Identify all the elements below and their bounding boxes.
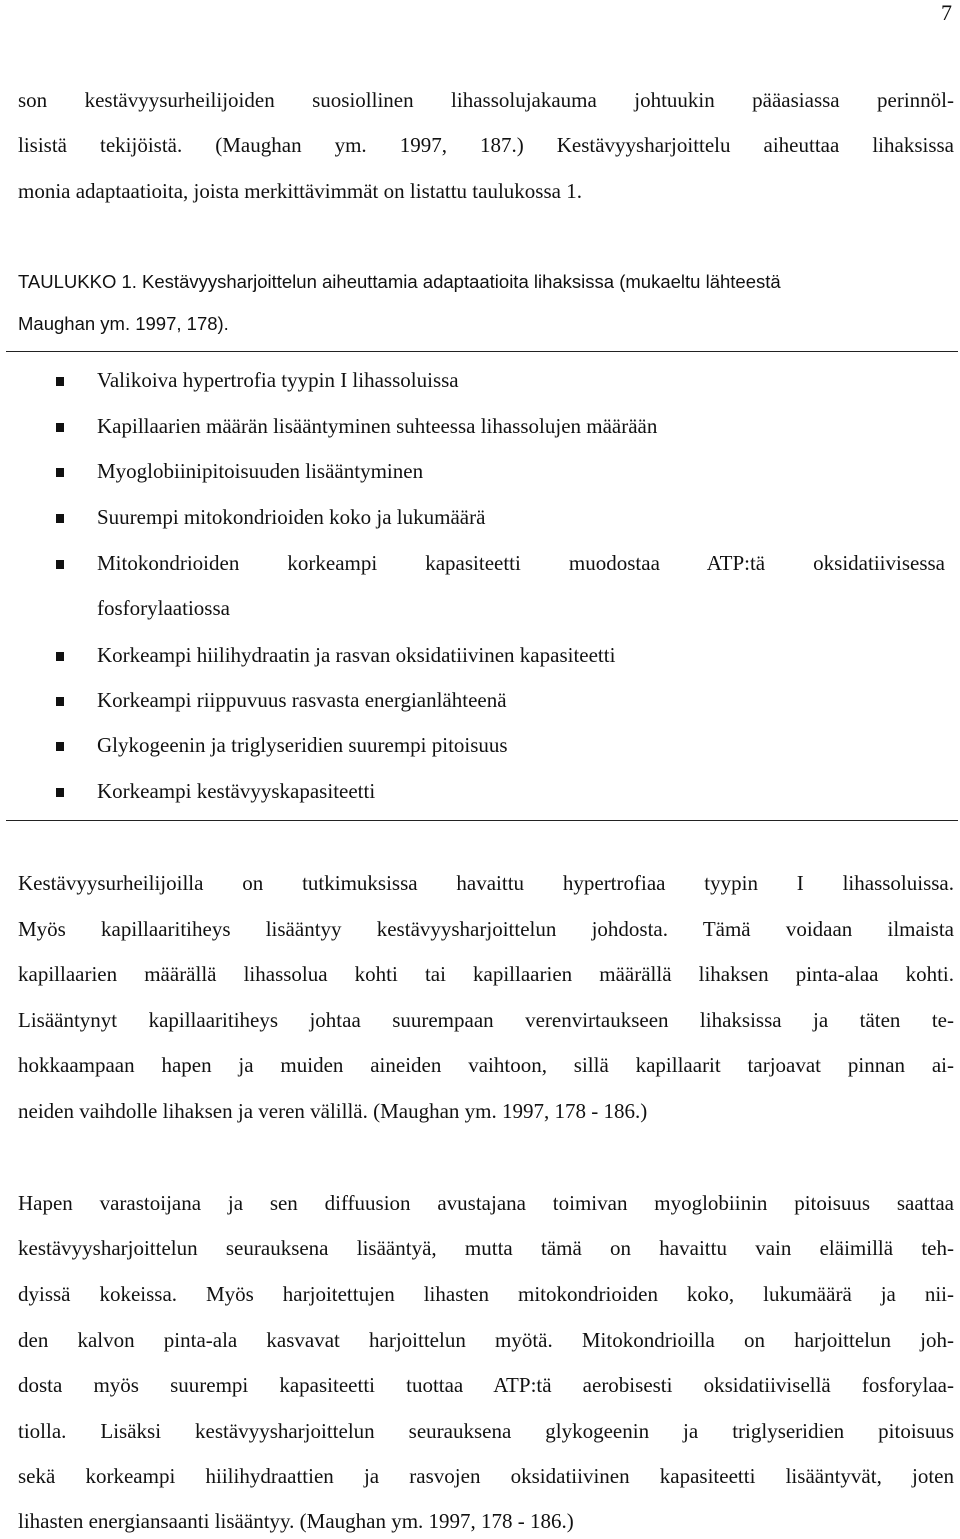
text-line: kestävyysharjoittelun seurauksena lisääntyä, mutta tämä on havaittu vain eläimillä teh- (18, 1236, 954, 1260)
text-line: lisistä tekijöistä. (Maughan ym. 1997, 187.) Kestävyysharjoittelu aiheuttaa lihaksissa (18, 133, 954, 157)
list-item-text: Mitokondrioiden korkeampi kapasiteetti muodostaa ATP:tä oksidatiivisessa (97, 551, 945, 575)
text-line: tiolla. Lisäksi kestävyysharjoittelun seurauksena glykogeenin ja triglyseridien pitoisuus (18, 1419, 954, 1443)
text-line: hokkaampaan hapen ja muiden aineiden vaihtoon, sillä kapillaarit tarjoavat pinnan ai- (18, 1053, 954, 1077)
text-line: lihasten energiansaanti lisääntyy. (Maughan ym. 1997, 178 - 186.) (18, 1509, 574, 1533)
list-item-text: Glykogeenin ja triglyseridien suurempi pitoisuus (97, 733, 508, 757)
text-line: Hapen varastoijana ja sen diffuusion avustajana toimivan myoglobiinin pitoisuus saattaa (18, 1191, 954, 1215)
text-line: neiden vaihdolle lihaksen ja veren välillä. (Maughan ym. 1997, 178 - 186.) (18, 1099, 648, 1123)
list-item (0, 502, 960, 532)
page-number: 7 (941, 0, 952, 25)
square-bullet-icon (56, 514, 64, 523)
text-line: Kestävyysurheilijoilla on tutkimuksissa havaittu hypertrofiaa tyypin I lihassoluissa. (18, 871, 954, 895)
list-item (0, 456, 960, 486)
square-bullet-icon (56, 377, 64, 386)
text-line: dyissä kokeissa. Myös harjoitettujen lihasten mitokondrioiden koko, lukumäärä ja nii- (18, 1282, 954, 1306)
caption-line: Maughan ym. 1997, 178). (18, 313, 229, 334)
list-item-continuation: fosforylaatiossa (97, 596, 230, 620)
list-item-text: Korkeampi kestävyyskapasiteetti (97, 779, 376, 803)
list-item-text: Korkeampi hiilihydraatin ja rasvan oksidatiivinen kapasiteetti (97, 643, 616, 667)
square-bullet-icon (56, 423, 64, 432)
list-item (0, 365, 960, 395)
list-item (0, 685, 960, 715)
list-item (0, 411, 960, 441)
square-bullet-icon (56, 788, 64, 797)
list-item-text: Kapillaarien määrän lisääntyminen suhteessa lihassolujen määrään (97, 414, 658, 438)
text-line: sekä korkeampi hiilihydraattien ja rasvojen oksidatiivinen kapasiteetti lisääntyvät, joten (18, 1464, 954, 1488)
table-top-rule (6, 351, 958, 352)
table-bottom-rule (6, 820, 958, 821)
list-item-text: Myoglobiinipitoisuuden lisääntyminen (97, 459, 424, 483)
list-item (0, 730, 960, 760)
text-line: kapillaarien määrällä lihassolua kohti tai kapillaarien määrällä lihaksen pinta-alaa kohti. (18, 962, 954, 986)
list-item-text: Suurempi mitokondrioiden koko ja lukumäärä (97, 505, 486, 529)
list-item-text: Valikoiva hypertrofia tyypin I lihassoluissa (97, 368, 459, 392)
square-bullet-icon (56, 560, 64, 569)
square-bullet-icon (56, 468, 64, 477)
square-bullet-icon (56, 697, 64, 706)
list-item (0, 640, 960, 670)
text-line: Myös kapillaaritiheys lisääntyy kestävyysharjoittelun johdosta. Tämä voidaan ilmaista (18, 917, 954, 941)
square-bullet-icon (56, 652, 64, 661)
list-item (0, 548, 960, 578)
text-line: den kalvon pinta-ala kasvavat harjoittelun myötä. Mitokondrioilla on harjoittelun joh- (18, 1328, 954, 1352)
list-item-text: Korkeampi riippuvuus rasvasta energianlähteenä (97, 688, 507, 712)
list-item (0, 776, 960, 806)
text-line: son kestävyysurheilijoiden suosiollinen lihassolujakauma johtuukin pääasiassa perinnöl- (18, 88, 954, 112)
caption-line: TAULUKKO 1. Kestävyysharjoittelun aiheuttamia adaptaatioita lihaksissa (mukaeltu lähteestä (18, 271, 781, 292)
text-line: dosta myös suurempi kapasiteetti tuottaa ATP:tä aerobisesti oksidatiivisellä fosforylaa- (18, 1373, 954, 1397)
text-line: monia adaptaatioita, joista merkittävimmät on listattu taulukossa 1. (18, 179, 582, 203)
square-bullet-icon (56, 742, 64, 751)
text-line: Lisääntynyt kapillaaritiheys johtaa suurempaan verenvirtaukseen lihaksissa ja täten te- (18, 1008, 954, 1032)
